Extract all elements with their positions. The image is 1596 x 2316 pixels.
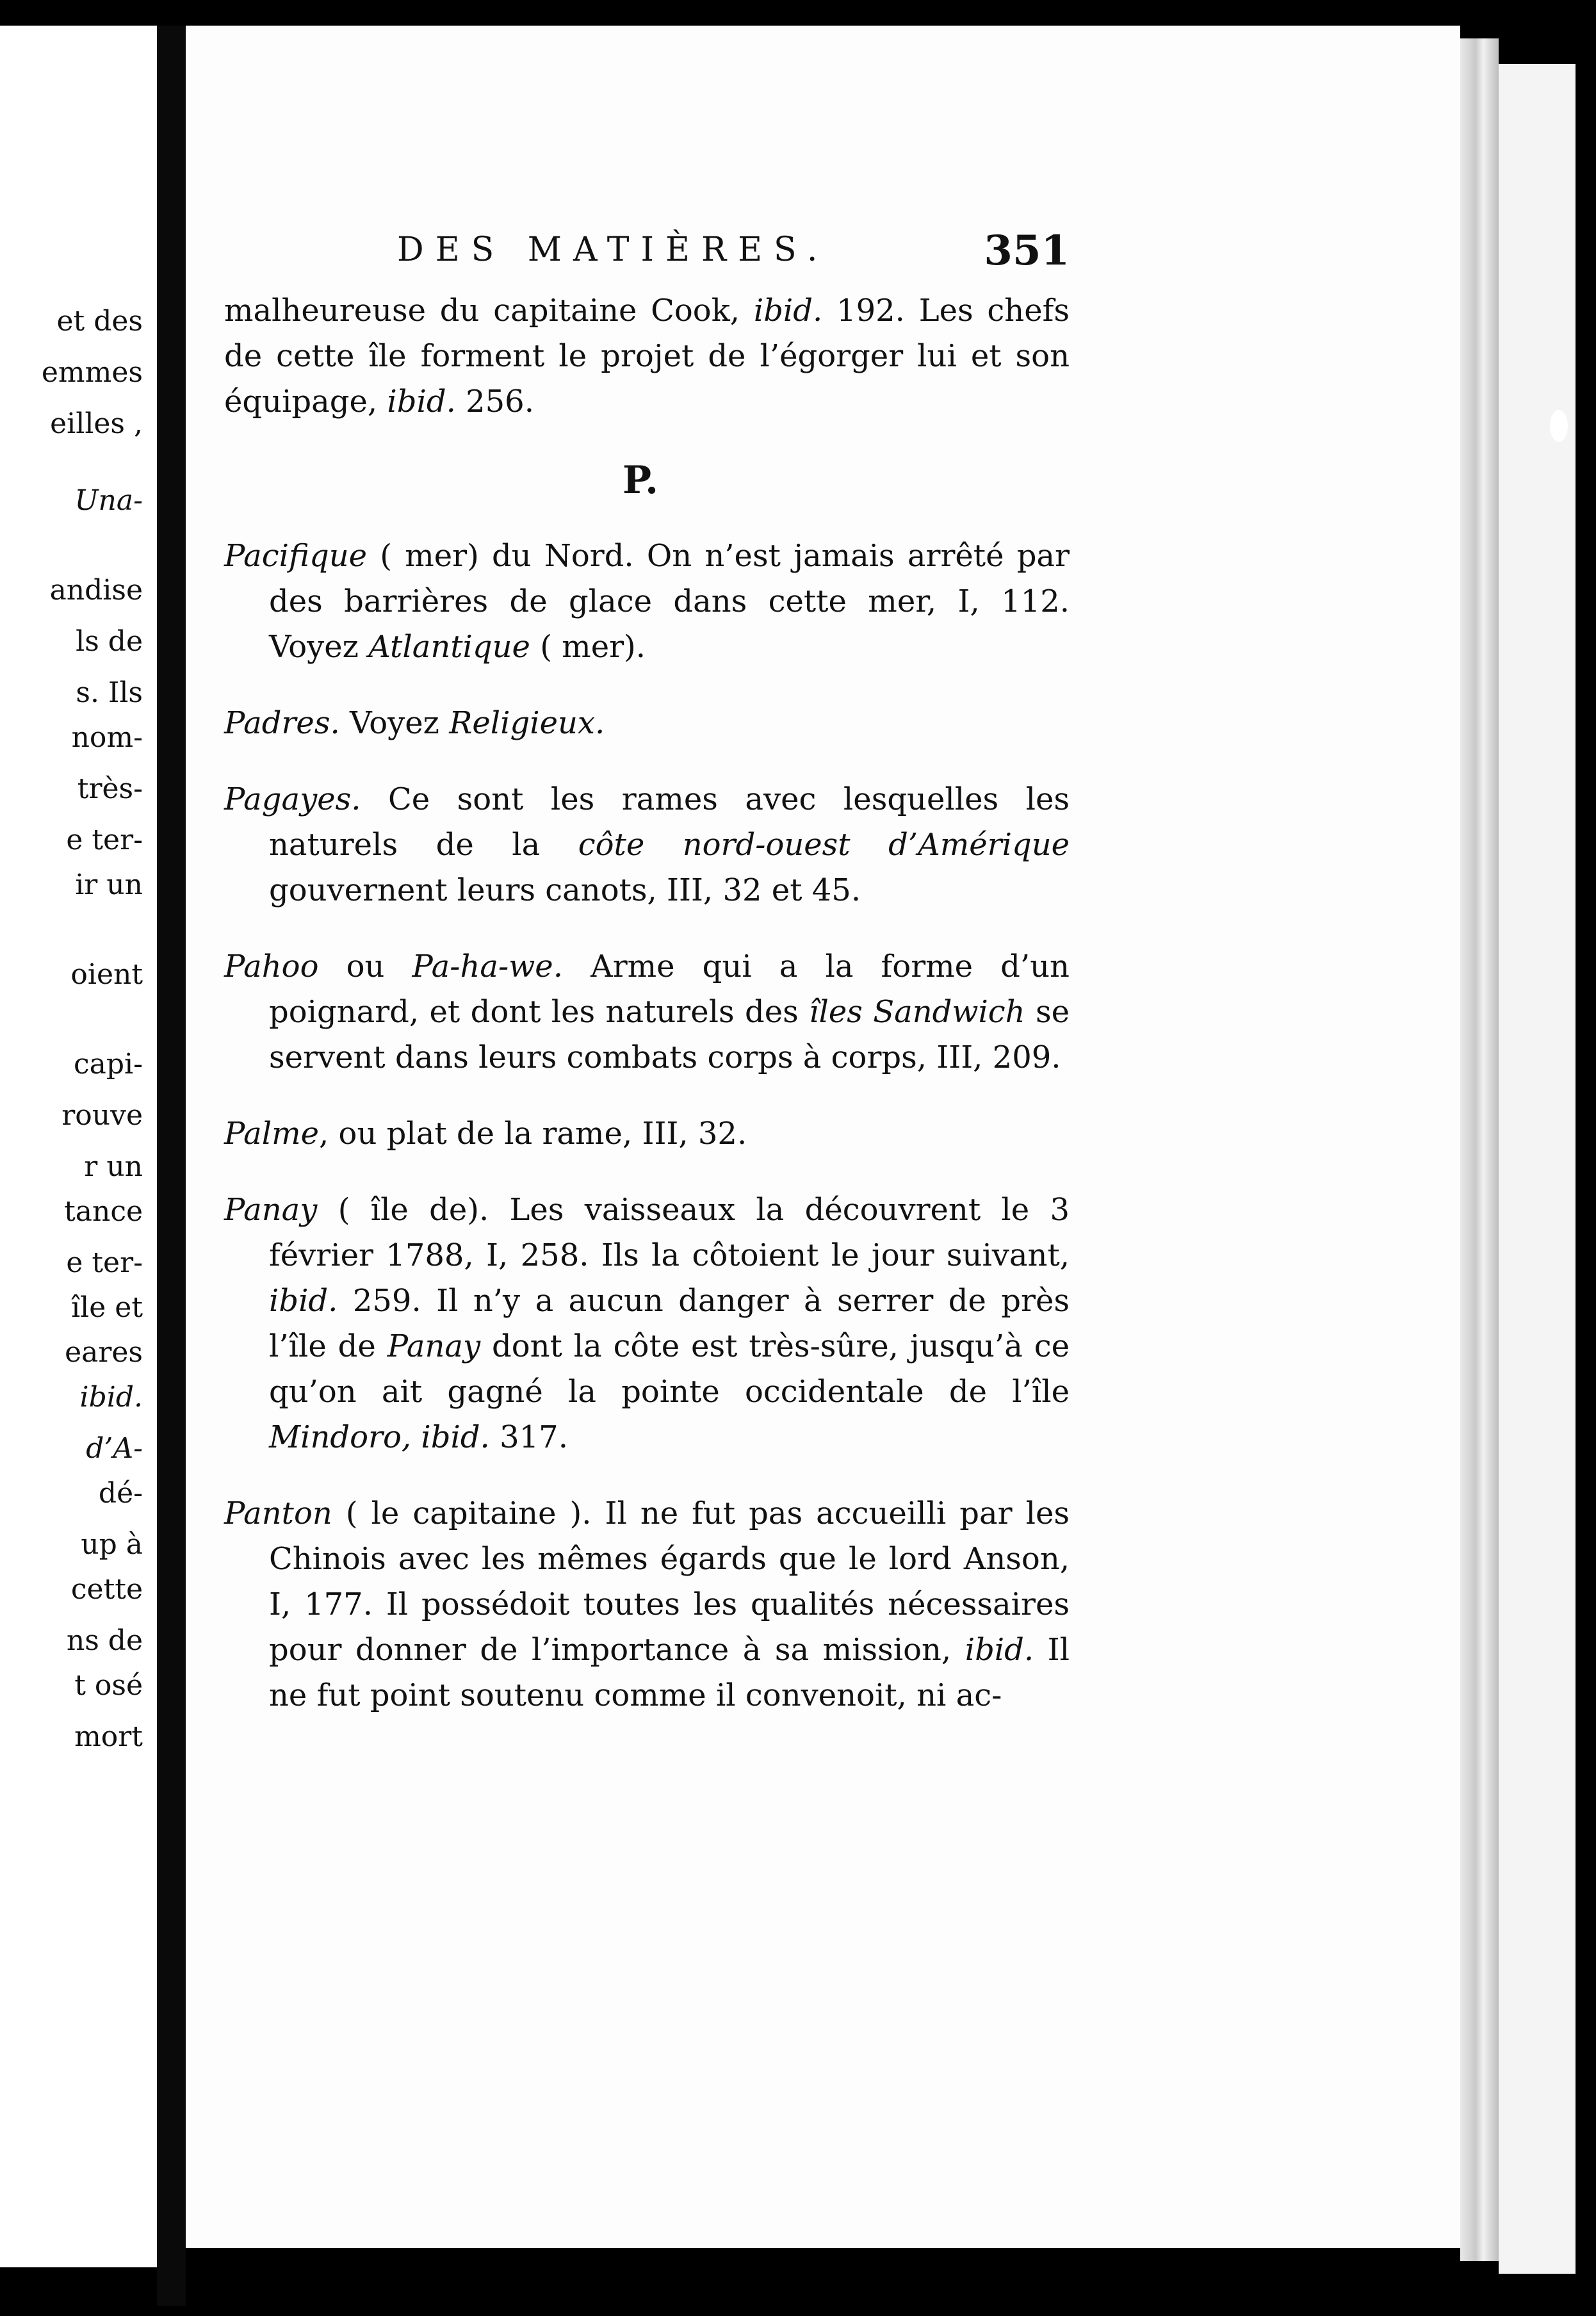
entry-italic: Panay	[387, 1328, 481, 1364]
entry-italic: ibid.	[269, 1283, 338, 1319]
facing-page-line: d’A-	[86, 1432, 143, 1465]
entry-term: Panay	[224, 1192, 318, 1228]
facing-page-line: nom-	[71, 721, 143, 754]
back-sheet	[1499, 64, 1576, 2274]
continuation-ibid: ibid.	[753, 293, 823, 329]
page-edge	[1460, 38, 1499, 2261]
continuation-text: malheureuse du capitaine Cook,	[224, 293, 740, 329]
book-gutter	[157, 26, 186, 2306]
facing-page-line: mort	[74, 1720, 143, 1753]
facing-page-line: dé-	[98, 1477, 143, 1510]
entry-term: Pacifique	[224, 538, 368, 574]
entry-italic: Mindoro, ibid.	[269, 1419, 490, 1455]
facing-page-line: très-	[77, 772, 143, 805]
entry-text: ou	[346, 949, 385, 984]
continuation-text: 192. Les chefs de cette île forment le projet de l’égorger lui et son équipage,	[224, 293, 1070, 420]
facing-page-line: e ter-	[66, 824, 143, 856]
facing-page-line: ibid.	[79, 1381, 143, 1414]
entry-text: ( le capitaine ). Il ne fut pas accueilli par les Chinois avec les mêmes égards que le lord Anson, I, 177. Il possédoit toutes les qualités nécessaires pour donner de l’importance à sa mission,	[269, 1496, 1070, 1668]
facing-page-line: ls de	[76, 625, 143, 658]
page-header	[397, 227, 1070, 282]
entry-text: dont la côte est très-sûre, jusqu’à ce qu’on ait gagné la pointe occidentale de l’île	[269, 1328, 1070, 1410]
entry-italic: îles Sandwich	[809, 994, 1025, 1030]
entry-term: Padres.	[224, 705, 340, 741]
entry-italic: Atlantique	[368, 629, 530, 665]
facing-page-line: rouve	[61, 1099, 143, 1132]
facing-page-line: andise	[49, 574, 143, 607]
entry-italic: côte nord-ouest d’Amérique	[578, 827, 1070, 863]
facing-page-line: Una-	[74, 484, 143, 517]
index-entry-pacifique	[224, 534, 1070, 670]
entry-text: Il ne fut point soutenu comme il convenoit, ni ac-	[269, 1632, 1070, 1713]
facing-page-line: ns de	[66, 1624, 143, 1657]
entry-text: gouvernent leurs canots, III, 32 et 45.	[269, 872, 861, 908]
facing-page-fragment	[0, 26, 157, 2267]
facing-page-line: eilles ,	[50, 407, 143, 440]
index-entry-padres	[224, 701, 1070, 746]
entry-text: Ce sont les rames avec lesquelles les naturels de la	[269, 781, 1070, 863]
entry-text: ( île de). Les vaisseaux la découvrent le 3 février 1788, I, 258. Ils la côtoient le jour suivant,	[269, 1192, 1070, 1273]
entry-term: Palme	[224, 1116, 320, 1152]
facing-page-line: ir un	[75, 868, 143, 901]
index-entry-palme	[224, 1111, 1070, 1157]
entry-term: Pagayes.	[224, 781, 361, 817]
facing-page-line: capi-	[74, 1048, 143, 1081]
index-entry-panay	[224, 1187, 1070, 1460]
entry-text: Voyez	[350, 705, 439, 741]
entry-italic: Religieux.	[449, 705, 605, 741]
entry-text: , ou plat de la rame, III, 32.	[319, 1116, 747, 1152]
facing-page-line: e ter-	[66, 1246, 143, 1279]
scan-blemish	[1550, 410, 1568, 442]
entry-text: se servent dans leurs combats corps à corps, III, 209.	[269, 994, 1070, 1075]
entry-text: 317.	[500, 1419, 568, 1455]
index-entry-pagayes	[224, 777, 1070, 913]
running-head: DES MATIÈRES.	[397, 231, 829, 269]
entry-text: Arme qui a la forme d’un poignard, et dont les naturels des	[269, 949, 1070, 1030]
entry-term: Pahoo	[224, 949, 319, 984]
facing-page-line: up à	[81, 1528, 143, 1561]
facing-page-line: et des	[56, 305, 143, 338]
index-entry-pahoo	[224, 944, 1070, 1081]
section-letter: P.	[622, 458, 659, 503]
continuation-text: 256.	[466, 384, 534, 420]
facing-page-line: s. Ils	[76, 676, 143, 709]
entry-italic: Pa-ha-we.	[412, 949, 563, 984]
facing-page-line: emmes	[41, 356, 143, 389]
entry-text: ( mer) du Nord. On n’est jamais arrêté par des barrières de glace dans cette mer, I, 112. Voyez	[269, 538, 1070, 665]
index-entry-panton	[224, 1491, 1070, 1718]
facing-page-line: eares	[65, 1336, 143, 1369]
facing-page-line: tance	[64, 1195, 143, 1228]
facing-page-line: cette	[70, 1573, 143, 1606]
page-number: 351	[984, 227, 1070, 275]
facing-page-line: île et	[71, 1291, 143, 1324]
entry-term: Panton	[224, 1496, 332, 1531]
index-text	[224, 288, 1070, 1725]
continuation-ibid: ibid.	[387, 384, 456, 420]
entry-text: ( mer).	[540, 629, 646, 665]
facing-page-line: r un	[84, 1150, 143, 1183]
continued-entry	[224, 288, 1070, 425]
facing-page-line: t osé	[74, 1669, 143, 1702]
entry-text: 259. Il n’y a aucun danger à serrer de près l’île de	[269, 1283, 1070, 1364]
entry-italic: ibid.	[965, 1632, 1034, 1668]
facing-page-line: oient	[70, 958, 143, 991]
